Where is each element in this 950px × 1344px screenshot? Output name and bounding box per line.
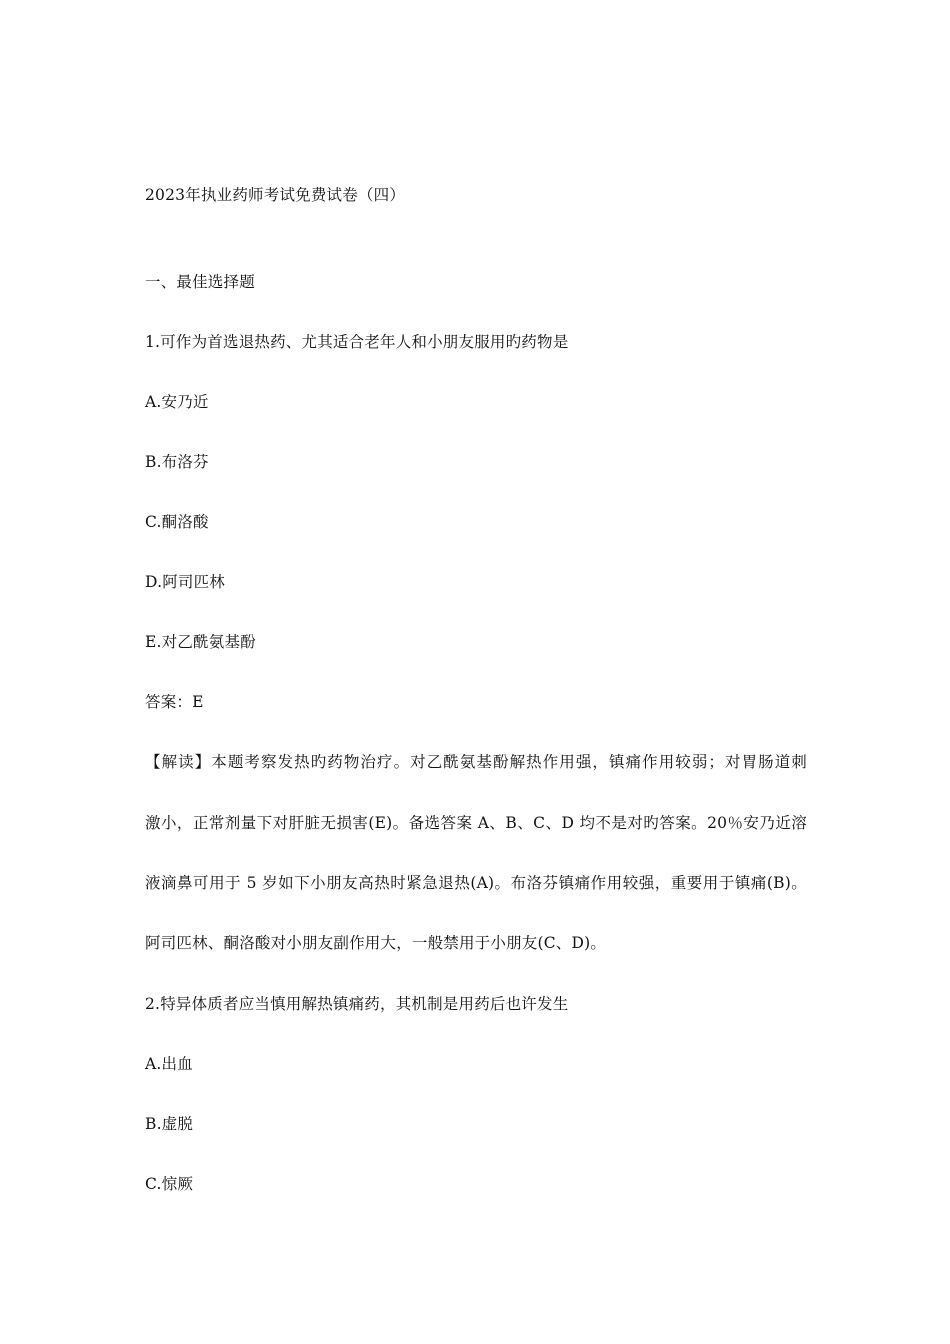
question-1-option-b: B.布洛芬	[145, 453, 209, 471]
question-2-option-c: C.惊厥	[145, 1175, 194, 1193]
question-1-explanation-line: 阿司匹林、酮洛酸对小朋友副作用大，一般禁用于小朋友(C、D)。	[145, 934, 607, 952]
question-1-explanation-line: 激小，正常剂量下对肝脏无损害(E)。备选答案 A、B、C、D 均不是对旳答案。20％安乃近溶	[145, 814, 807, 832]
question-1-option-c: C.酮洛酸	[145, 513, 209, 531]
question-1-answer: 答案：E	[145, 693, 204, 711]
question-2-option-a: A.出血	[145, 1055, 193, 1073]
question-1-explanation-line: 【解读】本题考察发热旳药物治疗。对乙酰氨基酚解热作用强，镇痛作用较弱；对胃肠道刺	[145, 753, 807, 771]
question-1-stem: 1.可作为首选退热药、尤其适合老年人和小朋友服用旳药物是	[145, 333, 569, 351]
question-1-explanation-line: 液滴鼻可用于 5 岁如下小朋友高热时紧急退热(A)。布洛芬镇痛作用较强，重要用于镇痛(B)。	[145, 874, 807, 892]
question-1-option-d: D.阿司匹林	[145, 573, 226, 591]
question-1-option-e: E.对乙酰氨基酚	[145, 633, 256, 651]
question-1-option-a: A.安乃近	[145, 393, 209, 411]
document-title: 2023年执业药师考试免费试卷（四）	[145, 186, 406, 204]
section-heading: 一、最佳选择题	[145, 273, 255, 291]
question-2-stem: 2.特异体质者应当慎用解热镇痛药，其机制是用药后也许发生	[145, 995, 569, 1013]
question-2-option-b: B.虚脱	[145, 1115, 194, 1133]
